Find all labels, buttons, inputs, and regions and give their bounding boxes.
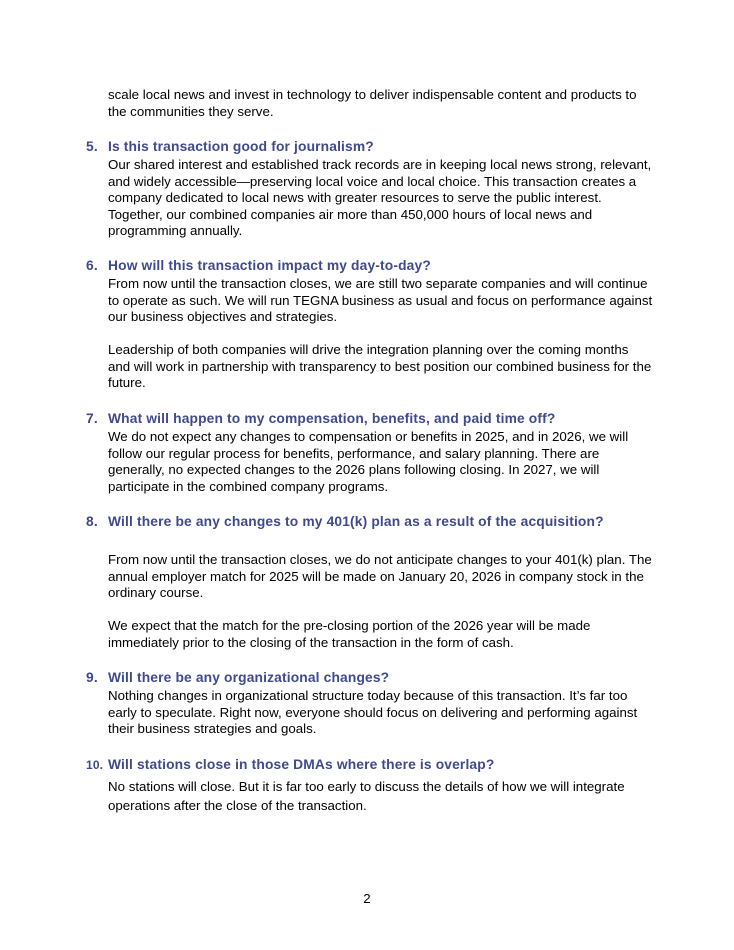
- question-5-answer: Our shared interest and established track records are in keeping local news strong, relevant, and widely accessible—preserving local voice and local choice. This transaction creates a company dedicated to local news with greater resources to serve the public interest. Together, our combined companies air more than 450,000 hours of local news and programming annually.: [108, 157, 652, 239]
- question-6-answer-1: From now until the transaction closes, we are still two separate companies and will continue to operate as such. We will run TEGNA business as usual and focus on performance against our business objectives and strategies.: [108, 276, 653, 325]
- question-5-heading: [86, 137, 666, 157]
- question-10-heading: [86, 755, 666, 775]
- question-6-answer-2: Leadership of both companies will drive the integration planning over the coming months and will work in partnership with transparency to best position our combined business for the future.: [108, 342, 652, 391]
- question-8-answer-2: We expect that the match for the pre-closing portion of the 2026 year will be made immediately prior to the closing of the transaction in the form of cash.: [108, 618, 591, 650]
- question-number: 8.: [86, 514, 98, 529]
- page-number: 2: [363, 891, 371, 906]
- question-title: Will there be any organizational changes?: [108, 670, 390, 685]
- question-title: Is this transaction good for journalism?: [108, 139, 374, 154]
- question-6-heading: [86, 256, 666, 276]
- question-title: Will there be any changes to my 401(k) plan as a result of the acquisition?: [108, 514, 604, 529]
- intro-paragraph: scale local news and invest in technology to deliver indispensable content and products to the communities they serve.: [108, 87, 637, 119]
- question-9-heading: [86, 668, 666, 688]
- question-title: What will happen to my compensation, benefits, and paid time off?: [108, 411, 556, 426]
- question-title: How will this transaction impact my day-to-day?: [108, 258, 431, 273]
- question-7-answer: We do not expect any changes to compensation or benefits in 2025, and in 2026, we will follow our regular process for benefits, performance, and salary planning. There are generally, no expected changes to the 2026 plans following closing. In 2027, we will participate in the combined company programs.: [108, 429, 629, 494]
- question-number: 10.: [86, 758, 104, 772]
- question-title: Will stations close in those DMAs where there is overlap?: [108, 757, 495, 772]
- question-10-answer: No stations will close. But it is far too early to discuss the details of how we will integrate operations after the close of the transaction.: [108, 779, 625, 813]
- question-number: 9.: [86, 670, 98, 685]
- question-number: 7.: [86, 411, 98, 426]
- question-number: 5.: [86, 139, 98, 154]
- question-8-answer-1: From now until the transaction closes, we do not anticipate changes to your 401(k) plan. The annual employer match for 2025 will be made on January 20, 2026 in company stock in the ordinary course.: [108, 552, 652, 601]
- question-9-answer: Nothing changes in organizational structure today because of this transaction. It’s far too early to speculate. Right now, everyone should focus on delivering and performing against their business strategies and goals.: [108, 688, 638, 737]
- question-8-heading: [86, 512, 666, 532]
- question-7-heading: [86, 409, 666, 429]
- question-number: 6.: [86, 258, 98, 273]
